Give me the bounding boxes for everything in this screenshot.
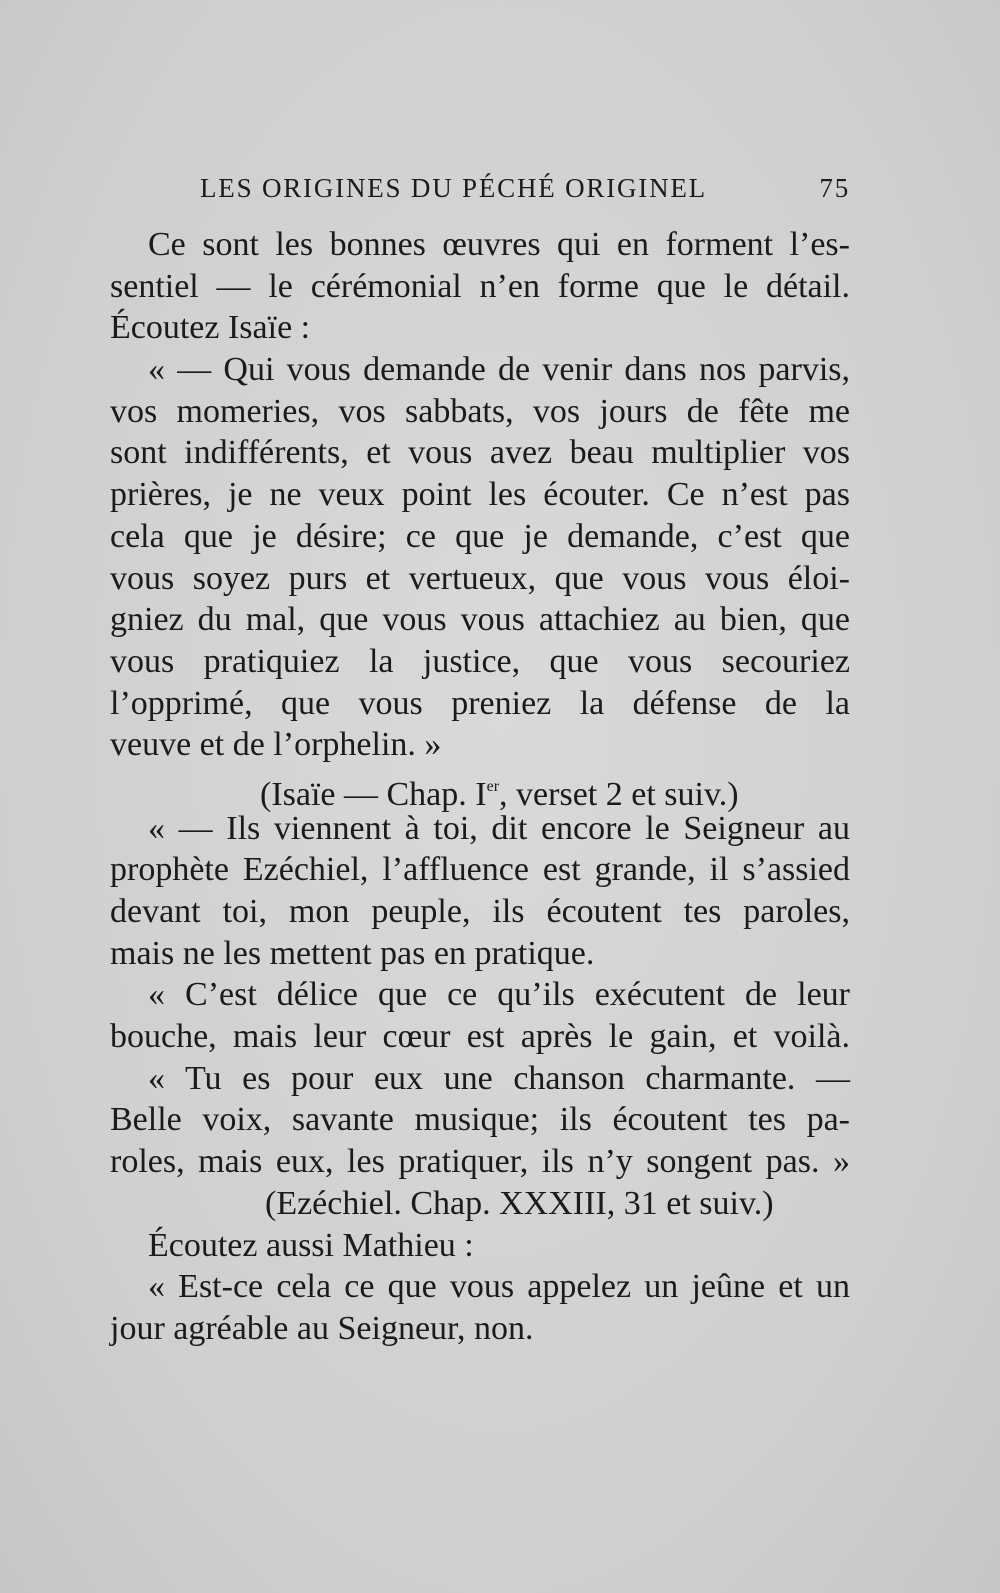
ordinal-superscript: er [486,777,500,795]
citation-isaie [110,766,850,813]
text-line: prières, je ne veux point les écouter. Ce n’est pas [110,476,850,514]
text-line: vos momeries, vos sabbats, vos jours de fête me [110,392,850,430]
text-line: veuve et de l’orphelin. » [110,726,442,764]
text-line: prophète Ezéchiel, l’affluence est grande, il s’assied [110,851,850,889]
text-line: mais ne les mettent pas en pratique. [110,934,595,972]
page-number: 75 [819,173,850,203]
citation-text: , verset 2 et suiv.) [499,775,739,813]
text-line: « — Ils viennent à toi, dit encore le Seigneur au [148,809,850,847]
text-line: « Tu es pour eux une chanson charmante. — [148,1059,850,1097]
text-line: Belle voix, savante musique; ils écoutent tes pa- [110,1101,850,1139]
text-line: « Est-ce cela ce que vous appelez un jeûne et un [148,1268,850,1306]
text-line: roles, mais eux, les pratiquer, ils n’y songent pas. » [110,1143,850,1181]
text-line: vous soyez purs et vertueux, que vous vous éloi- [110,559,850,597]
text-line: l’opprimé, que vous preniez la défense de la [110,684,850,722]
body-text [110,224,850,1350]
text-line: bouche, mais leur cœur est après le gain, et voilà. [110,1018,850,1056]
running-title: LES ORIGINES DU PÉCHÉ ORIGINEL [200,173,707,203]
text-line: jour agréable au Seigneur, non. [110,1309,534,1347]
text-line: Écoutez Isaïe : [110,309,311,347]
citation-ezechiel: (Ezéchiel. Chap. XXXIII, 31 et suiv.) [265,1184,774,1222]
text-line: « — Qui vous demande de venir dans nos parvis, [148,351,850,389]
text-line: sont indifférents, et vous avez beau multiplier vos [110,434,850,472]
text-line: « C’est délice que ce qu’ils exécutent de leur [148,976,850,1014]
text-line: devant toi, mon peuple, ils écoutent tes paroles, [110,893,850,930]
text-line: sentiel — le cérémonial n’en forme que le détail. [110,267,850,305]
text-line: Ce sont les bonnes œuvres qui en forment l’es- [148,226,850,263]
text-line: gniez du mal, que vous vous attachiez au bien, que [110,601,850,639]
text-line: cela que je désire; ce que je demande, c’est que [110,517,850,555]
text-line: Écoutez aussi Mathieu : [148,1226,474,1264]
text-line: vous pratiquiez la justice, que vous secouriez [110,642,850,680]
citation-text: (Isaïe — Chap. I [260,775,487,813]
